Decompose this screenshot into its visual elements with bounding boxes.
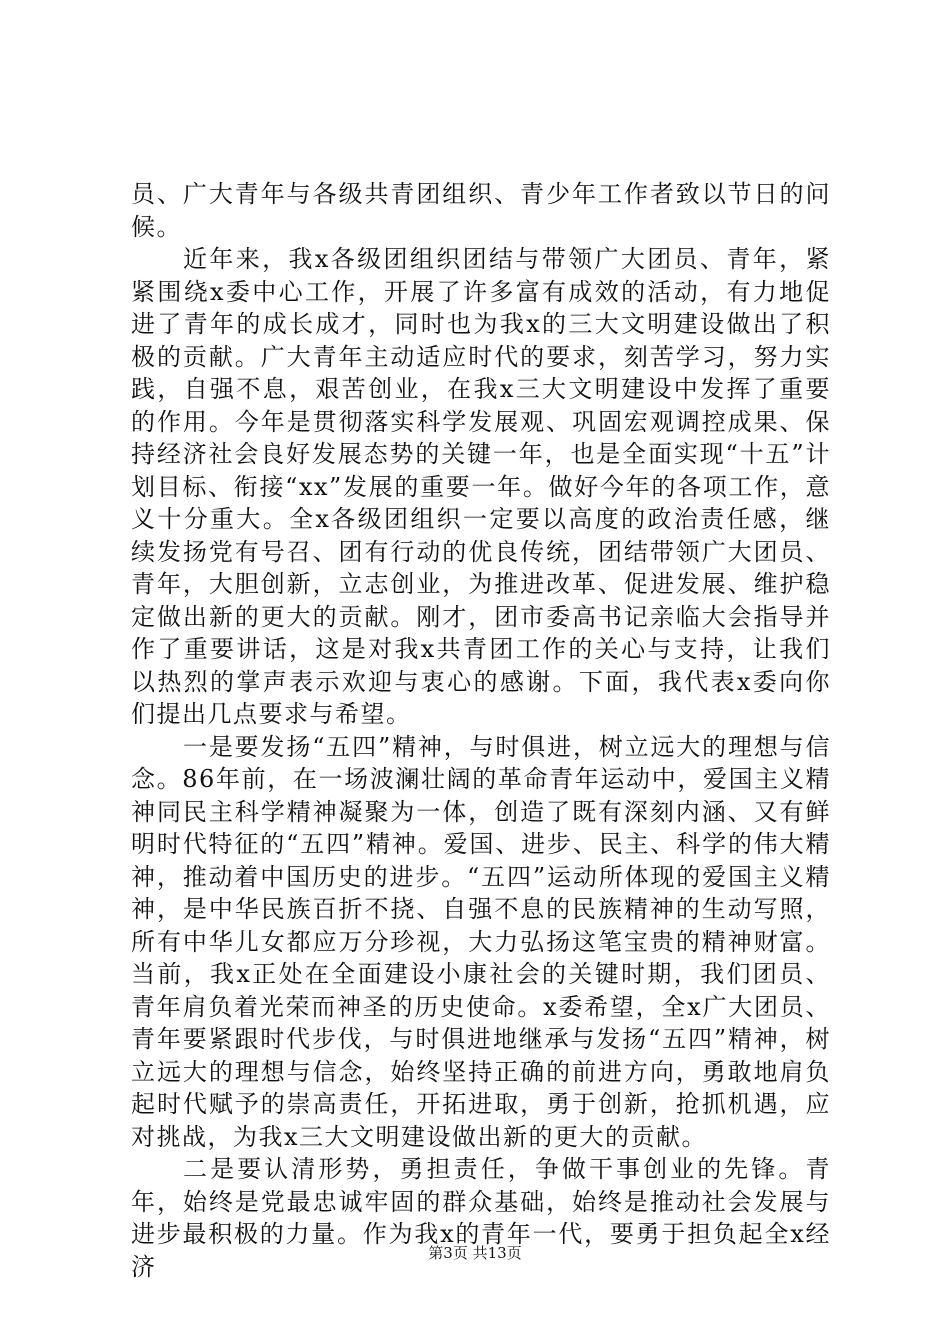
paragraph-continuation: 员、广大青年与各级共青团组织、青少年工作者致以节日的问候。: [131, 180, 831, 241]
paragraph-point-one: 一是要发扬“五四”精神，与时俱进，树立远大的理想与信念。86年前，在一场波澜壮阔的革命青年运动中，爱国主义精神同民主科学精神凝聚为一体，创造了既有深刻内涵、又有鲜明时代特征的“五四”精神。爱国、进步、民主、科学的伟大精神，推动着中国历史的进步。“五四”运动所体现的爱国主义精神，是中华民族百折不挠、自强不息的民族精神的生动写照，所有中华儿女都应万分珍视，大力弘扬这笔宝贵的精神财富。当前，我x正处在全面建设小康社会的关键时期，我们团员、青年肩负着光荣而神圣的历史使命。x委希望，全x广大团员、青年要紧跟时代步伐，与时俱进地继承与发扬“五四”精神，树立远大的理想与信念，始终坚持正确的前进方向，勇敢地肩负起时代赋予的崇高责任，开拓进取，勇于创新，抢抓机遇，应对挑战，为我x三大文明建设做出新的更大的贡献。: [131, 732, 831, 1151]
paragraph-point-two: 二是要认清形势，勇担责任，争做干事创业的先锋。青年，始终是党最忠诚牢固的群众基础，始终是推动社会发展与进步最积极的力量。作为我x的青年一代，要勇于担负起全x经济: [131, 1155, 831, 1281]
paragraph-recent-years: 近年来，我x各级团组织团结与带领广大团员、青年，紧紧围绕x委中心工作，开展了许多富有成效的活动，有力地促进了青年的成长成才，同时也为我x的三大文明建设做出了积极的贡献。广大青年主动适应时代的要求，刻苦学习，努力实践，自强不息，艰苦创业，在我x三大文明建设中发挥了重要的作用。今年是贯彻落实科学发展观、巩固宏观调控成果、保持经济社会良好发展态势的关键一年，也是全面实现“十五”计划目标、衔接“xx”发展的重要一年。做好今年的各项工作，意义十分重大。全x各级团组织一定要以高度的政治责任感，继续发扬党有号召、团有行动的优良传统，团结带领广大团员、青年，大胆创新，立志创业，为推进改革、促进发展、维护稳定做出新的更大的贡献。刚才，团市委高书记亲临大会指导并作了重要讲话，这是对我x共青团工作的关心与支持，让我们以热烈的掌声表示欢迎与衷心的感谢。下面，我代表x委向你们提出几点要求与希望。: [131, 245, 831, 728]
document-body: [131, 178, 831, 1283]
page-footer: 第3页 共13页: [428, 1244, 522, 1262]
